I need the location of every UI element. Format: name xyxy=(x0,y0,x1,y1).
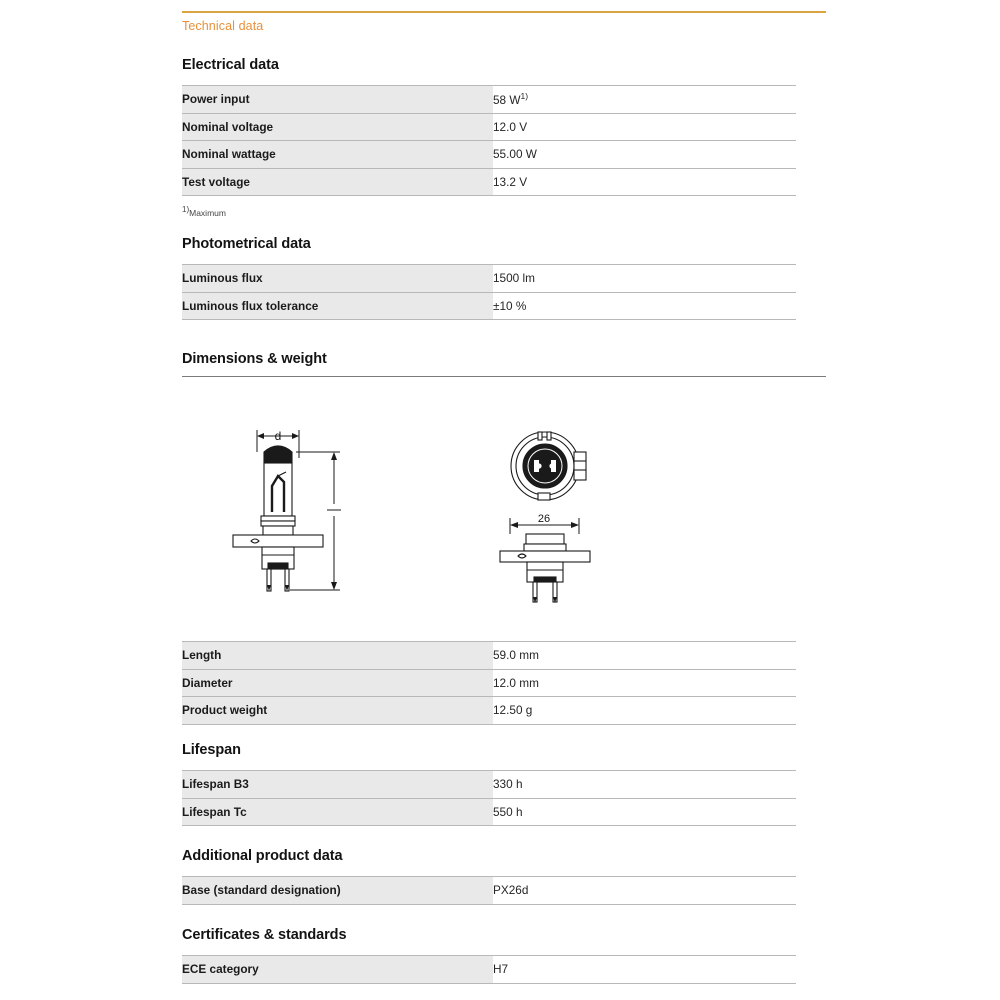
section-title: Electrical data xyxy=(182,57,279,73)
row-value-text: 58 W xyxy=(493,93,521,108)
table-row xyxy=(182,113,796,141)
row-label: Diameter xyxy=(182,669,493,697)
row-value: 55.00 W xyxy=(493,141,796,169)
table-row xyxy=(182,292,796,320)
row-value: PX26d xyxy=(493,877,796,905)
section-dimensions-weight xyxy=(182,351,826,377)
section-title: Dimensions & weight xyxy=(182,351,327,367)
diameter-dimension-label: d xyxy=(274,429,282,443)
row-value: ±10 % xyxy=(493,292,796,320)
lifespan-table xyxy=(182,770,796,826)
row-label: Length xyxy=(182,642,493,670)
row-label: Lifespan B3 xyxy=(182,771,493,799)
row-value xyxy=(493,86,796,114)
product-drawing-group xyxy=(182,408,796,633)
section-lifespan xyxy=(182,742,796,826)
dimensions-weight-table xyxy=(182,641,796,725)
table-row xyxy=(182,642,796,670)
additional-product-data-table xyxy=(182,876,796,905)
table-row xyxy=(182,956,796,984)
table-row xyxy=(182,697,796,725)
row-label: Test voltage xyxy=(182,168,493,196)
row-label: Lifespan Tc xyxy=(182,798,493,826)
bulb-technical-drawing xyxy=(182,408,796,628)
table-row xyxy=(182,669,796,697)
section-title: Lifespan xyxy=(182,742,241,758)
table-row xyxy=(182,798,796,826)
footnote-marker: 1) xyxy=(182,205,190,214)
certificates-standards-table xyxy=(182,955,796,984)
row-label: Luminous flux tolerance xyxy=(182,292,493,320)
row-label: Product weight xyxy=(182,697,493,725)
row-value: 59.0 mm xyxy=(493,642,796,670)
row-value: H7 xyxy=(493,956,796,984)
section-divider xyxy=(182,376,826,377)
row-label: ECE category xyxy=(182,956,493,984)
row-value: 12.0 mm xyxy=(493,669,796,697)
row-label: Power input xyxy=(182,86,493,114)
table-footnote xyxy=(182,205,796,218)
table-row xyxy=(182,86,796,114)
row-value: 12.0 V xyxy=(493,113,796,141)
section-title: Additional product data xyxy=(182,848,343,864)
base-width-dimension-label: 26 xyxy=(537,513,551,525)
row-value: 330 h xyxy=(493,771,796,799)
electrical-data-table xyxy=(182,85,796,196)
photometrical-data-table xyxy=(182,264,796,320)
bulb-side-view xyxy=(233,429,341,591)
row-label: Base (standard designation) xyxy=(182,877,493,905)
row-value: 550 h xyxy=(493,798,796,826)
bulb-base-end-view xyxy=(511,432,586,500)
section-title: Certificates & standards xyxy=(182,927,347,943)
table-row xyxy=(182,265,796,293)
row-label: Nominal voltage xyxy=(182,113,493,141)
section-electrical-data xyxy=(182,57,796,218)
table-row xyxy=(182,168,796,196)
table-row xyxy=(182,141,796,169)
section-additional-product-data xyxy=(182,848,796,905)
table-row xyxy=(182,877,796,905)
dimensions-table-wrap xyxy=(182,641,796,725)
table-row xyxy=(182,771,796,799)
page-kicker: Technical data xyxy=(182,19,264,33)
row-label: Nominal wattage xyxy=(182,141,493,169)
bulb-base-front-view xyxy=(500,513,590,603)
row-value: 12.50 g xyxy=(493,697,796,725)
accent-rule xyxy=(182,11,826,13)
section-title: Photometrical data xyxy=(182,236,311,252)
footnote-marker: 1) xyxy=(520,91,529,102)
footnote-text: Maximum xyxy=(189,208,226,218)
row-value: 1500 lm xyxy=(493,265,796,293)
section-certificates-standards xyxy=(182,927,796,984)
row-label: Luminous flux xyxy=(182,265,493,293)
section-photometrical-data xyxy=(182,236,796,320)
row-value: 13.2 V xyxy=(493,168,796,196)
